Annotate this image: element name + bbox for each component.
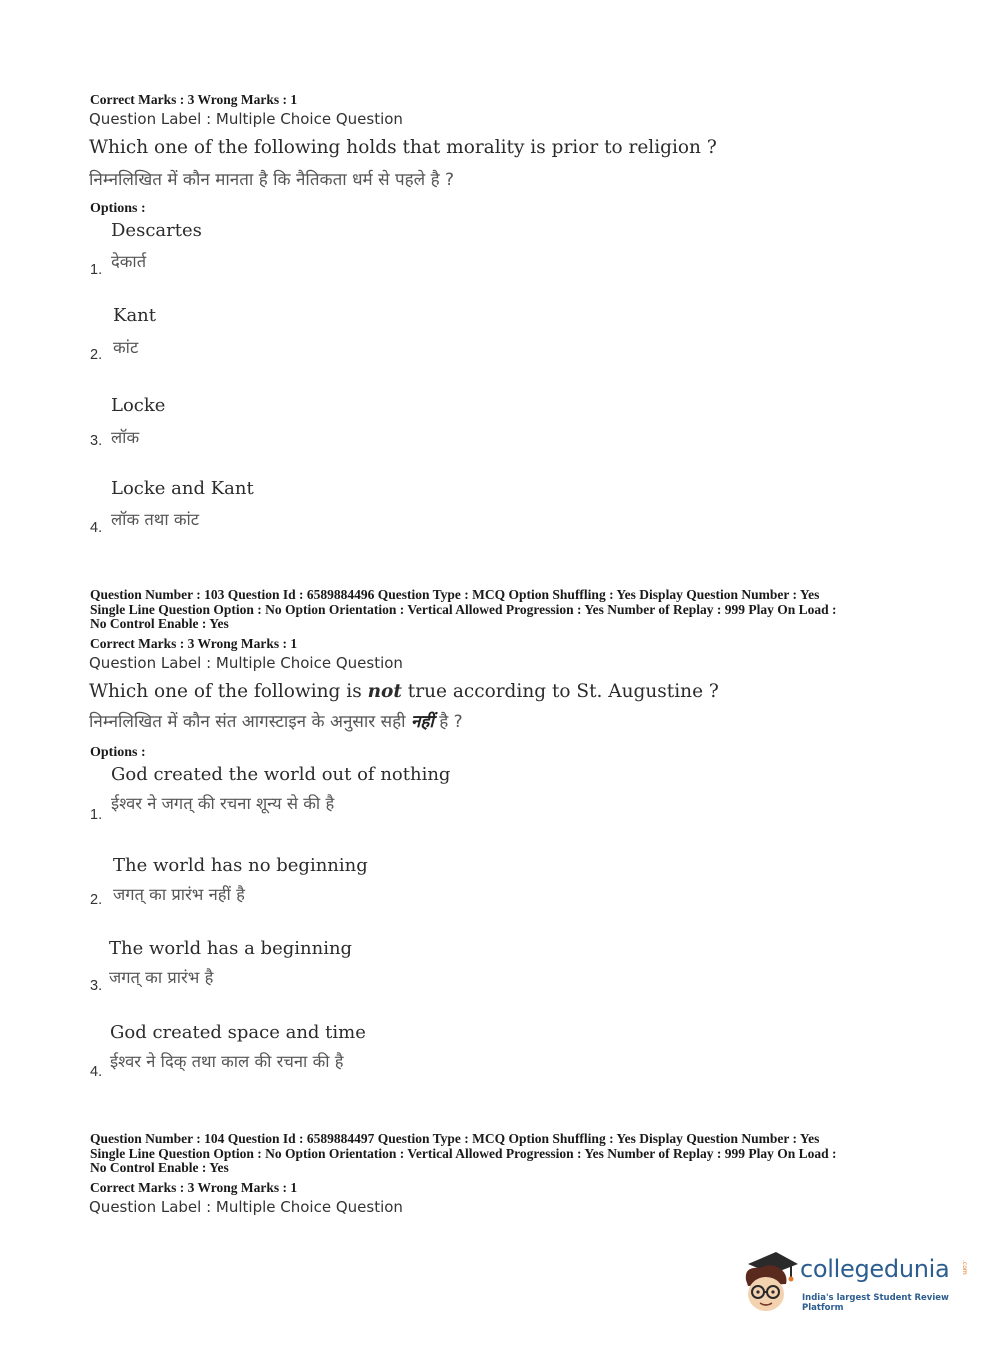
q102-marks: Correct Marks : 3 Wrong Marks : 1 bbox=[90, 92, 298, 107]
q103-question-hindi bbox=[89, 709, 463, 732]
q102-option-3-hindi: लॉक bbox=[111, 428, 140, 447]
q102-option-4-number: 4. bbox=[90, 520, 103, 536]
q103-info-line-3: No Control Enable : Yes bbox=[90, 616, 229, 631]
q103-marks: Correct Marks : 3 Wrong Marks : 1 bbox=[90, 636, 298, 651]
q103-option-1-number: 1. bbox=[90, 807, 103, 823]
q102-options-heading: Options : bbox=[90, 201, 146, 216]
q103-options-heading: Options : bbox=[90, 745, 146, 760]
q103-option-4-english: God created space and time bbox=[110, 1022, 366, 1043]
q102-question-english: Which one of the following holds that morality is prior to religion ? bbox=[89, 137, 717, 158]
q103-option-3-number: 3. bbox=[90, 978, 103, 994]
q102-option-1-number: 1. bbox=[90, 262, 103, 278]
q103-option-3-hindi: जगत् का प्रारंभ है bbox=[109, 968, 214, 987]
q102-option-4-english: Locke and Kant bbox=[111, 478, 254, 499]
q103-option-2-english: The world has no beginning bbox=[113, 855, 368, 876]
q102-option-2-number: 2. bbox=[90, 347, 103, 363]
q103-question-english-post: true according to St. Augustine ? bbox=[401, 681, 719, 702]
q104-info-line-1: Question Number : 104 Question Id : 6589884497 Question Type : MCQ Option Shuffling : Yes Display Question Number : Yes bbox=[90, 1131, 820, 1146]
q103-option-2-hindi: जगत् का प्रारंभ नहीं है bbox=[113, 885, 245, 904]
collegedunia-logo bbox=[742, 1248, 972, 1318]
q102-question-hindi: निम्नलिखित में कौन मानता है कि नैतिकता धर्म से पहले है ? bbox=[89, 170, 455, 190]
student-mascot-icon bbox=[742, 1250, 800, 1316]
collegedunia-wordmark: collegedunia bbox=[800, 1255, 950, 1283]
q103-info-line-1: Question Number : 103 Question Id : 6589884496 Question Type : MCQ Option Shuffling : Yes Display Question Number : Yes bbox=[90, 587, 820, 602]
q104-info-line-2: Single Line Question Option : No Option Orientation : Vertical Allowed Progression : Yes Number of Replay : 999 Play On Load : bbox=[90, 1146, 837, 1161]
q103-question-hindi-emphasis: नहीं bbox=[410, 712, 434, 732]
collegedunia-tagline: India's largest Student Review Platform bbox=[802, 1293, 949, 1313]
q103-option-1-hindi: ईश्वर ने जगत् की रचना शून्य से की है bbox=[111, 794, 335, 813]
q102-option-2-english: Kant bbox=[113, 305, 157, 326]
q103-question-label: Question Label : Multiple Choice Question bbox=[89, 654, 403, 672]
q103-option-1-english: God created the world out of nothing bbox=[111, 764, 451, 785]
q104-question-label: Question Label : Multiple Choice Question bbox=[89, 1198, 403, 1216]
q103-option-3-english: The world has a beginning bbox=[109, 938, 353, 959]
q102-question-label: Question Label : Multiple Choice Question bbox=[89, 110, 403, 128]
q103-info-line-2: Single Line Question Option : No Option Orientation : Vertical Allowed Progression : Yes Number of Replay : 999 Play On Load : bbox=[90, 602, 837, 617]
q104-info-line-3: No Control Enable : Yes bbox=[90, 1160, 229, 1175]
collegedunia-domain-suffix: .com bbox=[961, 1260, 968, 1275]
q102-option-3-number: 3. bbox=[90, 433, 103, 449]
q103-question-english bbox=[89, 681, 719, 702]
q102-option-4-hindi: लॉक तथा कांट bbox=[111, 510, 200, 529]
q102-option-1-hindi: देकार्त bbox=[111, 252, 147, 271]
q104-marks: Correct Marks : 3 Wrong Marks : 1 bbox=[90, 1180, 298, 1195]
q103-option-2-number: 2. bbox=[90, 892, 103, 908]
q103-option-4-number: 4. bbox=[90, 1064, 103, 1080]
q103-question-hindi-pre: निम्नलिखित में कौन संत आगस्टाइन के अनुसार सही bbox=[89, 712, 411, 732]
q103-option-4-hindi: ईश्वर ने दिक् तथा काल की रचना की है bbox=[110, 1052, 344, 1071]
q102-option-3-english: Locke bbox=[111, 395, 166, 416]
q103-question-hindi-post: है ? bbox=[433, 712, 463, 732]
q102-option-2-hindi: कांट bbox=[113, 338, 139, 357]
q102-option-1-english: Descartes bbox=[111, 220, 202, 241]
q103-question-english-emphasis: not bbox=[367, 681, 402, 702]
q103-question-english-pre: Which one of the following is bbox=[89, 681, 368, 702]
